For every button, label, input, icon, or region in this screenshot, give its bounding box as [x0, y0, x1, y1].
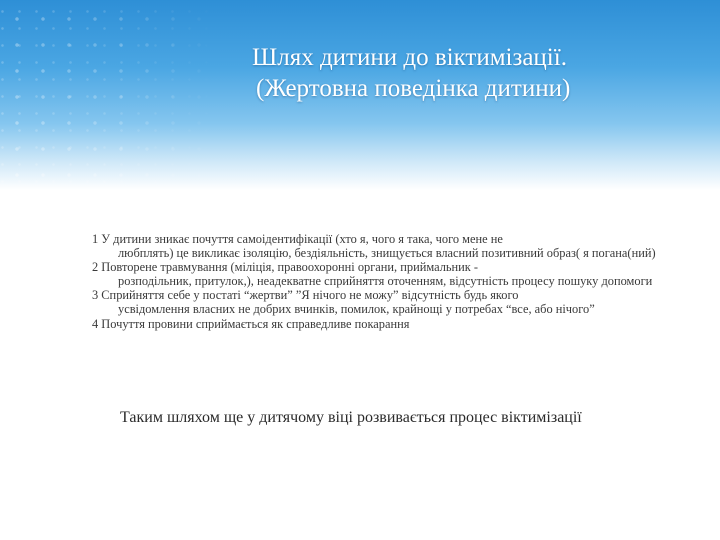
header-banner — [0, 0, 720, 190]
list-item-text: 4 Почуття провини сприймається як справедливе покарання — [92, 316, 410, 331]
list-item-continuation: любплять) це викликає ізоляцію, бездіяльність, знищується власний позитивний образ( я погана(ний) — [118, 245, 656, 260]
title-line-2: (Жертовна поведінка дитини) — [256, 75, 571, 102]
list-item-continuation: усвідомлення власних не добрих вчинків, помилок, крайнощі у потребах “все, або нічого” — [118, 301, 595, 316]
slide-title — [230, 42, 710, 104]
list-item-2 — [92, 261, 662, 288]
list-item-3 — [92, 289, 662, 316]
list-item-text: 3 Сприйняття себе у постаті “жертви” ”Я нічого не можу” відсутність будь якого — [92, 288, 519, 303]
closing-statement: Таким шляхом ще у дитячому віці розвивається процес віктимізації — [120, 409, 582, 426]
list-item-text: 1 У дитини зникає почуття самоідентифікації (хто я, чого я така, чого мене не — [92, 232, 503, 246]
decorative-star-pattern — [0, 0, 220, 190]
list-item-1 — [92, 233, 662, 260]
list-item-4 — [92, 318, 662, 332]
slide-body — [92, 233, 662, 332]
title-line-1: Шлях дитини до віктимізації. — [252, 44, 567, 71]
list-item-text: 2 Повторене травмування (міліція, правоохоронні органи, приймальник - — [92, 260, 479, 275]
list-item-continuation: розподільник, притулок,), неадекватне сприйняття оточенням, відсутність процесу пошуку допомоги — [118, 273, 653, 288]
